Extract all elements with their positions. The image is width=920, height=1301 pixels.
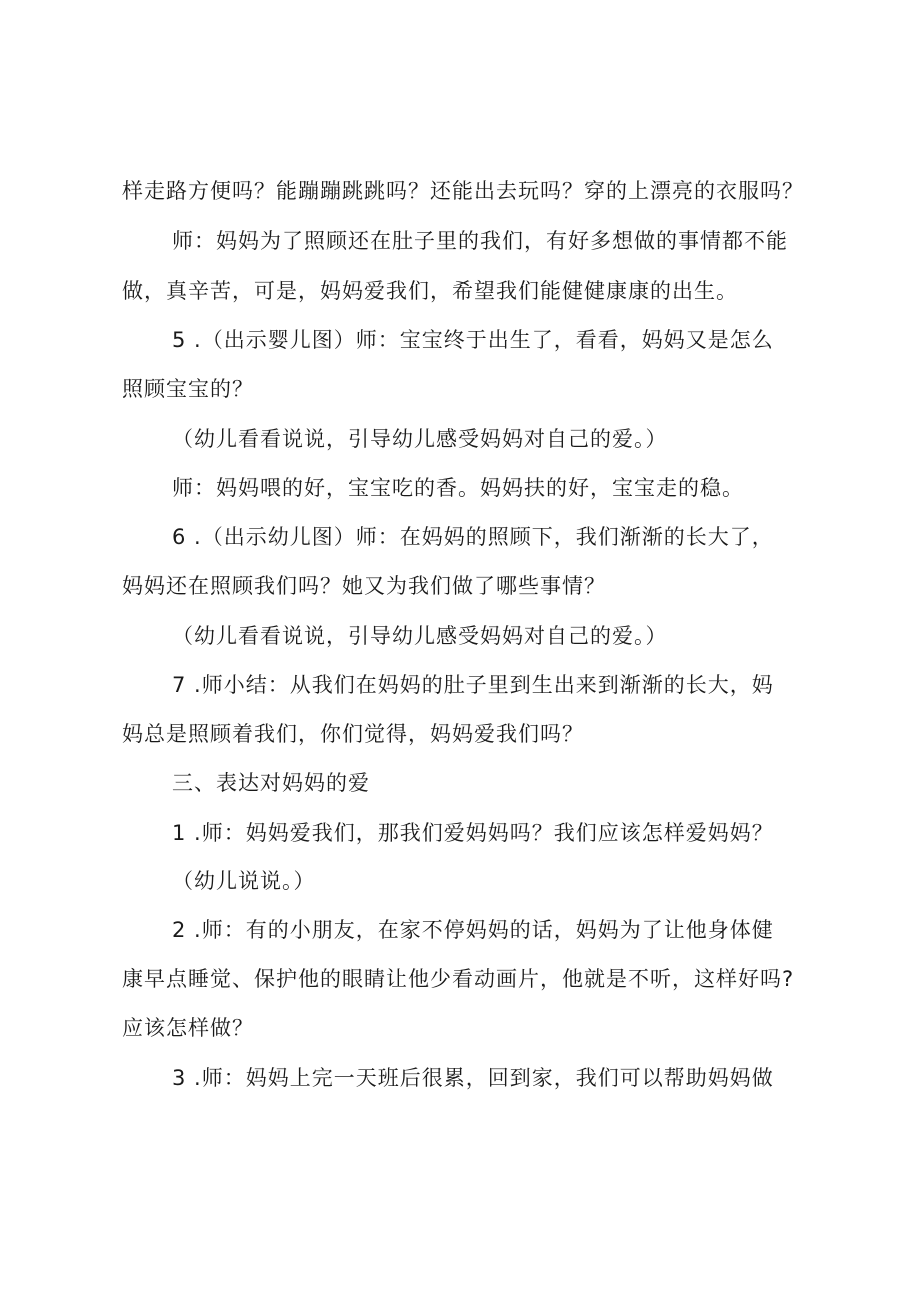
text-line: 样走路方便吗？能蹦蹦跳跳吗？还能出去玩吗？穿的上漂亮的衣服吗？ [122,179,804,203]
section-heading: 三、表达对妈妈的爱 [172,771,370,795]
text-line: 2 .师：有的小朋友，在家不停妈妈的话，妈妈为了让他身体健 [172,918,774,942]
text-line: 应该怎样做？ [122,1016,254,1040]
text-line: 5 .（出示婴儿图）师：宝宝终于出生了，看看，妈妈又是怎么 [172,328,774,352]
text-line: 妈妈还在照顾我们吗？她又为我们做了哪些事情？ [122,574,606,598]
text-line: 7 .师小结：从我们在妈妈的肚子里到生出来到渐渐的长大，妈 [172,673,774,697]
text-line: （幼儿看看说说，引导幼儿感受妈妈对自己的爱。） [172,427,668,451]
text-line: （幼儿说说。） [172,869,316,893]
text-line: 妈总是照顾着我们，你们觉得，妈妈爱我们吗？ [122,722,584,746]
text-line: 3 .师：妈妈上完一天班后很累，回到家，我们可以帮助妈妈做 [172,1066,774,1090]
text-line: 师：妈妈喂的好，宝宝吃的香。妈妈扶的好，宝宝走的稳。 [172,476,744,500]
text-line: 康早点睡觉、保护他的眼睛让他少看动画片，他就是不听，这样好吗? [122,967,795,991]
text-line: 6 .（出示幼儿图）师：在妈妈的照顾下，我们渐渐的长大了， [172,525,774,549]
text-line: 师：妈妈为了照顾还在肚子里的我们，有好多想做的事情都不能 [172,229,788,253]
text-line: （幼儿看看说说，引导幼儿感受妈妈对自己的爱。） [172,624,668,648]
text-line: 1 .师：妈妈爱我们，那我们爱妈妈吗？我们应该怎样爱妈妈？ [172,821,774,845]
text-line: 做，真辛苦，可是，妈妈爱我们，希望我们能健健康康的出生。 [122,279,738,303]
text-line: 照顾宝宝的？ [122,377,254,401]
